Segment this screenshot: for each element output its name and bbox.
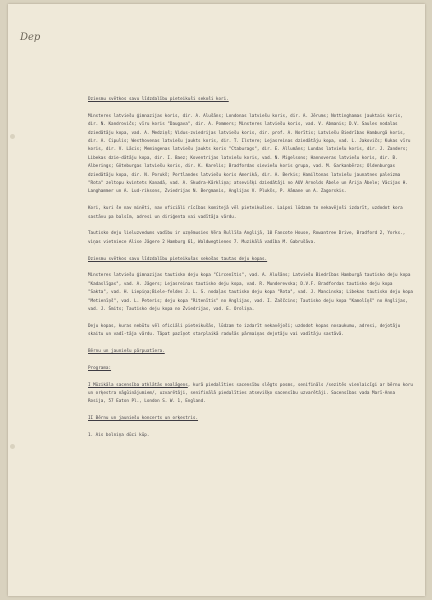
choirs-registration-note: Kori, kuri še nav minēti, nav oficiāli rīcības komitejā vēl pieteikušies. Laipni lūdzam to nekavējoši izdarīt, uzdodot kora sastāvu pa balsīm, adresi un diriģenta vai vadītāja vārdu. [88,206,403,220]
heading-children-youth: Bērnu un jauniešu pārpuatīera. [88,349,165,355]
heading-dance-groups: Dziesmu svētkos savu līdzdalību pieteikušas sekošas tautas deju kopas. [88,256,268,262]
dance-groups-list: Minsteres latviešu ģimnazijas tautisko deju kopa "Circenītis", vad. A. Alušāns; Latviešu Biedrības Hamburgā tautisko deju kopa "Kadaslīgas", vad. A. Jāgers; Lejasreinas tautisko deju kopa, vad. R. Munderevska; D.V.F. Bradfordas tautisko deju kopa "Sakta", vad. H. Liepiņa;Biele-feldes J. L. S. nodaļas tautisko deju kopa "Rota", vad. J. Mancinska; Libekas tautisko deju kopa "Metienīņš", vad. L. Peteris; deju kopa "Ritenītis" no Anglijas, vad. I. Zaščcins; Tautisko deju kopa "Kamolīņš" no Anglijas, vad. J. Šmits; Tautisko deju kopa no Zviedrijas, vad. E. Oroliņa. [88,273,413,313]
choirs-list: Minsteres latviešu ģimnazijas koris, dir. A. Alušāns; Londonas latviešu koris, dir. A. Jērums; Nottinghamas jauktais koris, dir. N. Kandrovičs; vīru koris "Daugava", dir. A. Pommers; Minsteres latviešu koris, vad. V. Abmanis; D.V. Saules nodalas dziedātāju kopa, vad. A. Medziņš; Vidus-zviedrijas latviešu koris, dir. prof. A. Norītis; Latviešu Biedrības Hamburgā koris, dir. A. Cipulis; Westhovenas latviešu jaukts koris, dir. T. Ilstere; Lejasreinas dziedātāju kopa, vad. L. Jakovičs; Kukas vīru koris, dir. V. Lācis; Memingenas latviešu jaukts koris "Ctaburags", dir. E. Allumāns; Lundas latviešu koris, dir. J. Zanders; Libekas dzie-dātāju kopa, dir. I. Baez; Koventrijas latviešu koris, vad. N. Migelsons; Hannoveras latviešu koris, dir. B. Alberings; Göteburgas latviešu koris, dir. K. Karelis; Bradfordas sieviešu koris grupa, vad. M. Garkanbērzs; Oldenburgas dziedātāju kopa, dir. N. Porukš; Portlandes latviešu koris Amerikā, dir. A. Berkis; Hamiltonas latviešu jaunatnes paleizma "Rota" zeltopu kvintets Kanadā, vad. A. Skudra-Kārkliņa; atsevišķi dziedātāji no AUV Arnolds Ābele un Ārija Ābele; Vācijas H. Langhammer un A. Lud-riksons, Zviedrijas N. Bergmanis, Anglijas V. Plukšs, P. Aāmane un A. Zagorskis. [88,113,411,195]
folk-dance-direction: Tautisko deju lieluzvedums vadību ir uzņēmusies Vēra Rullīša Anglijā, 10 Fancote House, Rowantree Drive, Bradford 2, Yorks., viņas vietniece Alise Jāgere 2 Hamburg 61, Waldwegtienes 7. Muzikālā vadība M. Gabrušāva. [88,231,406,245]
heading-program: Programa: [88,365,112,371]
dance-groups-registration-note: Deju kopas, kuras nebūtu vēl oficiāli pieteikušās, lūdzam to izdarīt nekavējoši; uzdodot kopas nosaukumu, adresi, dejotāju skaitu un vadī-tāja vārdu. Tāpat pazīņot starplaikā radušās pārmaiņas dejotāju vai vadītāju sastāvā. [88,323,401,338]
handwritten-corner-note: Dep [20,32,41,43]
section-two-item: 1. Ais bolniņa dūci kūp. [88,433,150,439]
typewritten-body [88,96,414,440]
document-page [8,4,425,596]
section-one-heading: I Mūzikāla sacensība atklātās noalāgens [88,382,188,388]
punch-hole [10,134,15,139]
heading-choirs: Dziesmu svētkos savu līdzdalību pieteikuši sekoši kori. [88,97,229,102]
punch-hole [10,444,15,449]
section-one [88,382,414,407]
section-two-heading: II Bērnu un jauniešu koncerts un orķestris. [88,416,199,422]
section-one-text: , kurā piedalīties sacensību slēgts posms, senifināls /sezitēs vienlaicīgi ar bērnu koru un orķestra nāgūinājumiem/, uzvarētāji, senifinālā piedalīties atsevišķo sacensību uzvarētāji. Sacensības vada Marī-Anna Rosija, 57 Eaton Pl., London S. W. 1, England. [88,382,413,405]
